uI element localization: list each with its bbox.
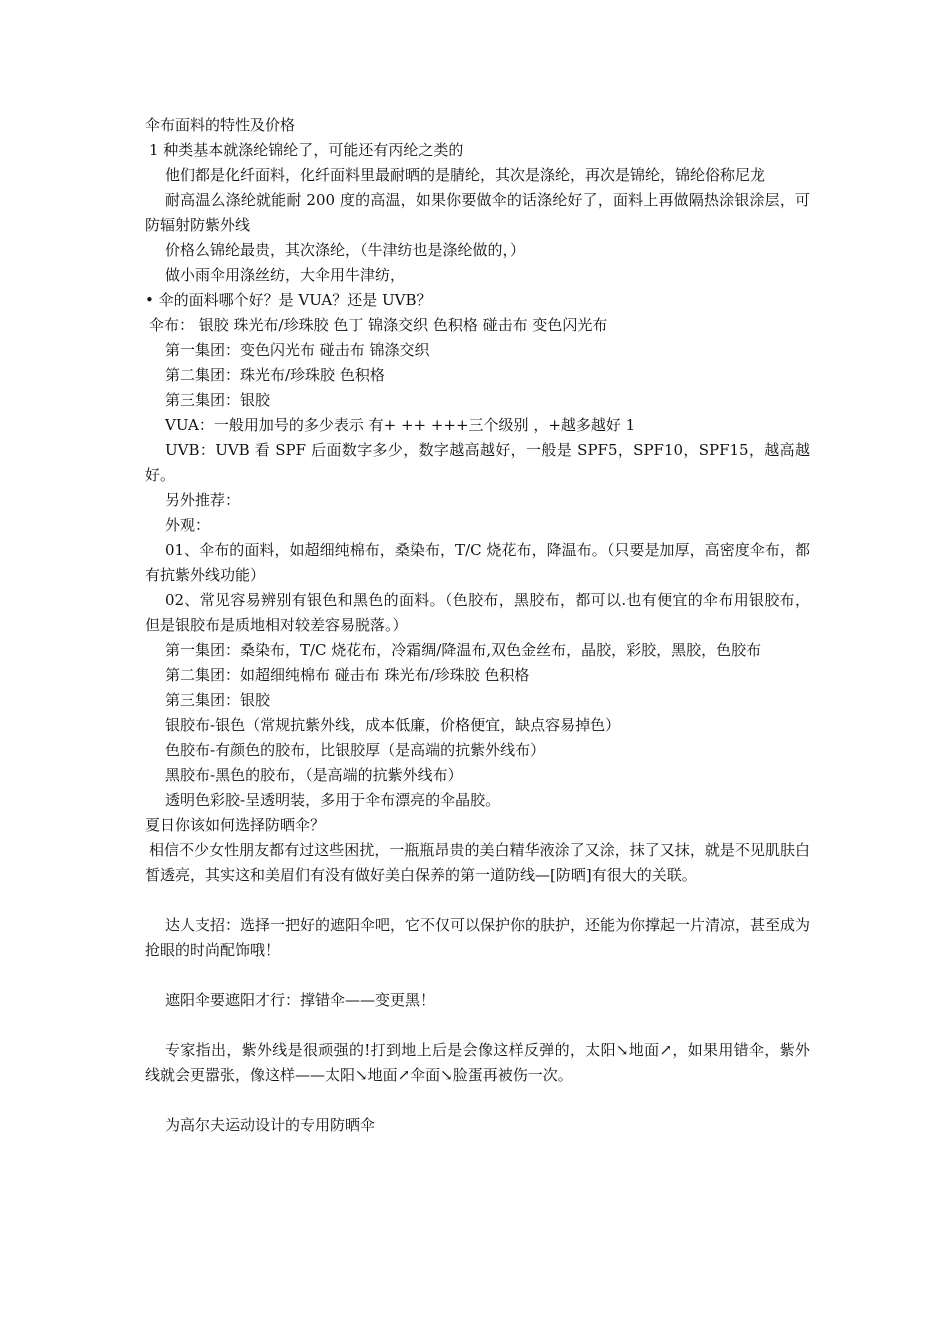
paragraph: 价格么锦纶最贵，其次涤纶，（牛津纺也是涤纶做的，） [165,241,526,259]
paragraph: 01、伞布的面料，如超细纯棉布，桑染布，T/C 烧花布，降温布。（只要是加厚，高密度伞布，都有抗紫外线功能） [145,541,810,584]
paragraph: 相信不少女性朋友都有过这些困扰，一瓶瓶昂贵的美白精华液涂了又涂，抹了又抹，就是不见肌肤白皙透亮，其实这和美眉们有没有做好美白保养的第一道防线—[防晒]有很大的关联。 [145,841,810,884]
blank-line [145,888,810,913]
paragraph: 伞布： 银胶 珠光布/珍珠胶 色丁 锦涤交织 色积格 碰击布 变色闪光布 [149,316,608,334]
paragraph: 第三集团：银胶 [165,391,271,409]
blank-line [145,963,810,988]
paragraph: 第一集团：变色闪光布 碰击布 锦涤交织 [165,341,430,359]
paragraph: 1 种类基本就涤纶锦纶了，可能还有丙纶之类的 [149,141,464,159]
paragraph: 第三集团：银胶 [165,691,271,709]
section-heading: • 伞的面料哪个好？是 VUA？还是 UVB？ [145,291,432,309]
paragraph: 透明色彩胶-呈透明装，多用于伞布漂亮的伞晶胶。 [165,791,501,809]
paragraph: 第二集团：珠光布/珍珠胶 色积格 [165,366,385,384]
paragraph: 另外推荐： [165,491,241,509]
paragraph: UVB：UVB 看 SPF 后面数字多少，数字越高越好，一般是 SPF5，SPF10，SPF15，越高越好。 [145,441,810,484]
paragraph: 色胶布-有颜色的胶布，比银胶厚（是高端的抗紫外线布） [165,741,546,759]
paragraph: VUA：一般用加号的多少表示 有+ ++ +++三个级别 ，+越多越好 1 [165,416,636,434]
paragraph: 外观： [165,516,211,534]
paragraph: 第一集团：桑染布，T/C 烧花布，冷霜绸/降温布,双色金丝布，晶胶，彩胶，黑胶，色胶布 [165,641,762,659]
paragraph: 达人支招：选择一把好的遮阳伞吧，它不仅可以保护你的肤护，还能为你撑起一片清凉，甚至成为抢眼的时尚配饰哦！ [145,916,811,959]
blank-line [145,1013,810,1038]
blank-line [145,1088,810,1113]
paragraph: 黑胶布-黑色的胶布，（是高端的抗紫外线布） [165,766,463,784]
paragraph: 02、常见容易辨别有银色和黑色的面料。（色胶布，黑胶布，都可以.也有便宜的伞布用银胶布，但是银胶布是质地相对较差容易脱落。） [145,591,810,634]
paragraph: 专家指出，紫外线是很顽强的!打到地上后是会像这样反弹的，太阳↘地面↗，如果用错伞，紫外线就会更嚣张，像这样——太阳↘地面↗伞面↘脸蛋再被伤一次。 [145,1041,810,1084]
section-heading: 夏日你该如何选择防晒伞？ [145,816,326,834]
paragraph: 遮阳伞要遮阳才行：撑错伞——变更黑！ [165,991,436,1009]
paragraph: 银胶布-银色（常规抗紫外线，成本低廉，价格便宜，缺点容易掉色） [165,716,621,734]
paragraph: 第二集团：如超细纯棉布 碰击布 珠光布/珍珠胶 色积格 [165,666,530,684]
paragraph: 为高尔夫运动设计的专用防晒伞 [165,1116,376,1134]
document-page [145,113,810,1138]
document-title: 伞布面料的特性及价格 [145,116,296,134]
paragraph: 他们都是化纤面料，化纤面料里最耐晒的是腈纶，其次是涤纶，再次是锦纶，锦纶俗称尼龙 [165,166,766,184]
paragraph: 耐高温么涤纶就能耐 200 度的高温，如果你要做伞的话涤纶好了，面料上再做隔热涂银涂层，可防辐射防紫外线 [145,191,810,234]
paragraph: 做小雨伞用涤丝纺，大伞用牛津纺， [165,266,406,284]
